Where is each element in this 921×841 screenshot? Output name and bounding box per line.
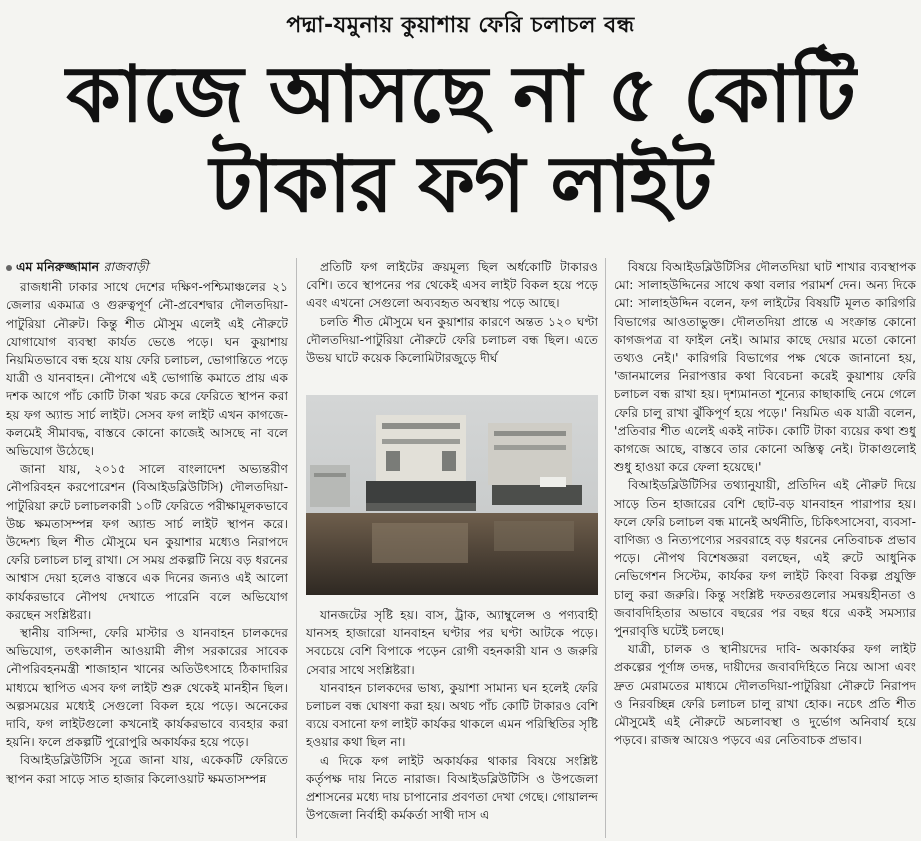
article-column-2-top [306,258,598,388]
headline-line-2: টাকার ফগ লাইট [209,140,712,230]
column-divider [296,258,297,838]
paragraph: যানজটের সৃষ্টি হয়। বাস, ট্রাক, অ্যাম্বুলেন্স ও পণ্যবাহী যানসহ হাজারো যানবাহন ঘণ্টার পর ঘণ্টা আটকে পড়ে। সবচেয়ে বেশি বিপাকে পড়েন রোগী বহনকারী যান ও জরুরি সেবার সাথে সংশ্লিষ্টরা। [306,608,598,677]
paragraph: যানবাহন চালকদের ভাষ্য, কুয়াশা সামান্য ঘন হলেই ফেরি চলাচল বন্ধ ঘোষণা করা হয়। অথচ পাঁচ কোটি টাকারও বেশি ব্যয়ে বসানো ফগ লাইট কার্যকর থাকলে এমন পরিস্থিতির সৃষ্টি হওয়ার কথা ছিল না। [306,680,598,750]
paragraph: প্রতিটি ফগ লাইটের ক্রয়মূল্য ছিল অর্ধকোটি টাকারও বেশি। তবে স্থাপনের পর থেকেই এসব লাইট বিকল হয়ে পড়ে এবং এখনো সেগুলো অব্যবহৃত অবস্থায় পড়ে আছে। [306,260,598,311]
paragraph: বিষয়ে বিআইডব্লিউটিসির দৌলতদিয়া ঘাট শাখার ব্যবস্থাপক মো: সালাহউদ্দিনের সাথে কথা বলার পরামর্শ দেন। অন্য দিকে মো: সালাহউদ্দিন বলেন, ফগ লাইটের বিষয়টি মূলত কারিগরি বিভাগের আওতাভুক্ত। দৌলতদিয়া প্রান্তে এ সংক্রান্ত কোনো কাগজপত্র বা ফাইল নেই। আমার কাছে দেয়ার মতো কোনো তথ্যও নেই।' কারিগরি বিভাগের পক্ষ থেকে জানানো হয়, 'জানমালের নিরাপত্তার কথা বিবেচনা করেই কুয়াশায় ফেরি চলাচল বন্ধ রাখা হয়। দৃশ্যমানতা শূন্যের কাছাকাছি নেমে গেলে ফেরি চালু রাখা ঝুঁকিপূর্ণ হয়ে পড়ে।' নিয়মিত এক যাত্রী বলেন, 'প্রতিবার শীত এলেই একই নাটক। কোটি টাকা ব্যয়ের কথা শুধু কাগজে আছে, বাস্তবে তার কোনো অস্তিত্ব নেই। টাকাগুলোই শুধু হাওয়া করে ফেলা হয়েছে।' [614,260,916,475]
byline-place: রাজবাড়ী [103,259,149,274]
ferry-fog-photo [306,395,598,595]
article-column-2-bottom [306,606,598,838]
paragraph: বিআইডব্লিউটিসির তথ্যানুযায়ী, প্রতিদিন এই নৌরুট দিয়ে সাড়ে তিন হাজারের বেশি ছোট-বড় যানবাহন পারাপার হয়। ফলে ফেরি চলাচল বন্ধ মানেই অর্থনীতি, চিকিৎসাসেবা, ব্যবসা-বাণিজ্য ও নিত্যপণ্যের সরবরাহে বড় ধরনের নেতিবাচক প্রভাব পড়ে। নৌপথ বিশেষজ্ঞরা বলছেন, এই রুটে আধুনিক নেভিগেশন সিস্টেম, কার্যকর ফগ লাইট কিংবা বিকল্প প্রযুক্তি চালু করা জরুরি। কিন্তু সংশ্লিষ্ট দফতরগুলোর সমন্বয়হীনতা ও জবাবদিহিতার অভাবে বছরের পর বছর ধরে একই সমস্যার পুনরাবৃত্তি ঘটেই চলছে। [614,478,916,639]
paragraph: চলতি শীত মৌসুমে ঘন কুয়াশার কারণে অন্তত ১২০ ঘণ্টা দৌলতদিয়া-পাটুরিয়া নৌরুটে ফেরি চলাচল বন্ধ ছিল। এতে উভয় ঘাটে কয়েক কিলোমিটারজুড়ে দীর্ঘ [306,314,598,366]
paragraph: বিআইডব্লিউটিসি সূত্রে জানা যায়, একেকটি ফেরিতে স্থাপন করা সাড়ে সাত হাজার কিলোওয়াট ক্ষমতাসম্পন্ন [6,753,288,786]
paragraph: এ দিকে ফগ লাইট অকার্যকর থাকার বিষয়ে সংশ্লিষ্ট কর্তৃপক্ষ দায় নিতে নারাজ। বিআইডব্লিউটিসি ও উপজেলা প্রশাসনের মধ্যে দায় চাপানোর প্রবণতা দেখা গেছে। গোয়ালন্দ উপজেলা নির্বাহী কর্মকর্তা সাথী দাস এ [306,753,598,823]
article-column-3 [614,258,916,836]
paragraph: জানা যায়, ২০১৫ সালে বাংলাদেশ অভ্যন্তরীণ নৌপরিবহন করপোরেশন (বিআইডব্লিউটিসি) দৌলতদিয়া-পাটুরিয়া রুটে চলাচলকারী ১০টি ফেরিতে পরীক্ষামূলকভাবে উচ্চ ক্ষমতাসম্পন্ন ফগ অ্যান্ড সার্চ লাইট স্থাপন করে। উদ্দেশ্য ছিল শীত মৌসুমে ঘন কুয়াশার মধ্যেও নিরাপদে ফেরি চলাচল চালু রাখা। সে সময় প্রকল্পটি নিয়ে বড় ধরনের আশ্বাস দেয়া হলেও বাস্তবে এক দিনের জন্যও এই আলো কার্যকরভাবে নৌপথ দেখাতে পারেনি বলে অভিযোগ করছেন সংশ্লিষ্টরা। [6,462,288,622]
ferry-in-fog-image [306,395,598,595]
headline-line-1: কাজে আসছে না ৫ কোটি [66,50,855,140]
kicker-headline: পদ্মা-যমুনায় কুয়াশায় ফেরি চলাচল বন্ধ [286,13,635,38]
column-divider [605,258,606,838]
paragraph: রাজধানী ঢাকার সাথে দেশের দক্ষিণ-পশ্চিমাঞ্চলের ২১ জেলার একমাত্র ও গুরুত্বপূর্ণ নৌ-প্রবেশদ্বার দৌলতদিয়া-পাটুরিয়া নৌরুট। কিন্তু শীত মৌসুম এলেই এই নৌরুটে যোগাযোগ ব্যবস্থা কার্যত ভেঙে পড়ে। ঘন কুয়াশায় নিয়মিতভাবে বন্ধ হয়ে যায় ফেরি চলাচল, ভোগান্তিতে পড়ে যাত্রী ও যানবাহন। নৌপথে এই ভোগান্তি কমাতে প্রায় এক দশক আগে পাঁচ কোটি টাকা খরচ করে ফেরিতে স্থাপন করা হয় ফগ অ্যান্ড সার্চ লাইট। সেসব ফগ লাইট এখন কাগজে-কলমেই সীমাবদ্ধ, বাস্তবে কোনো কাজেই আসছে না বলে অভিযোগ উঠেছে। [6,280,288,459]
article-column-1 [6,258,288,836]
byline [6,258,288,276]
paragraph: স্থানীয় বাসিন্দা, ফেরি মাস্টার ও যানবাহন চালকদের অভিযোগ, তৎকালীন আওয়ামী লীগ সরকারের সাবেক নৌপরিবহনমন্ত্রী শাজাহান খানের অতিউৎসাহে ঠিকাদারির মাধ্যমে স্থাপিত এসব ফগ লাইট শুরু থেকেই মানহীন ছিল। অল্পসময়ের মধ্যেই সেগুলো বিকল হয়ে পড়ে। অনেকের দাবি, ফগ লাইটগুলো কখনোই কার্যকরভাবে ব্যবহার করা হয়নি। ফলে প্রকল্পটি পুরোপুরি অকার্যকর হয়ে পড়ে। [6,626,288,750]
paragraph: যাত্রী, চালক ও স্থানীয়দের দাবি- অকার্যকর ফগ লাইট প্রকল্পের পূর্ণাঙ্গ তদন্ত, দায়ীদের জবাবদিহিতে নিয়ে আসা এবং দ্রুত মেরামতের মাধ্যমে দৌলতদিয়া-পাটুরিয়া নৌরুটে নিরাপদ ও নিরবচ্ছিন্ন ফেরি চলাচল চালু রাখা হোক। নচেৎ প্রতি শীত মৌসুমেই এই নৌরুটে অচলাবস্থা ও দুর্ভোগ অনিবার্য হয়ে পড়বে। রাজস্ব আয়েও পড়বে এর নেতিবাচক প্রভাব। [614,642,916,748]
bullet-icon [6,265,12,271]
byline-author: এম মনিরুজ্জামান [16,259,100,274]
